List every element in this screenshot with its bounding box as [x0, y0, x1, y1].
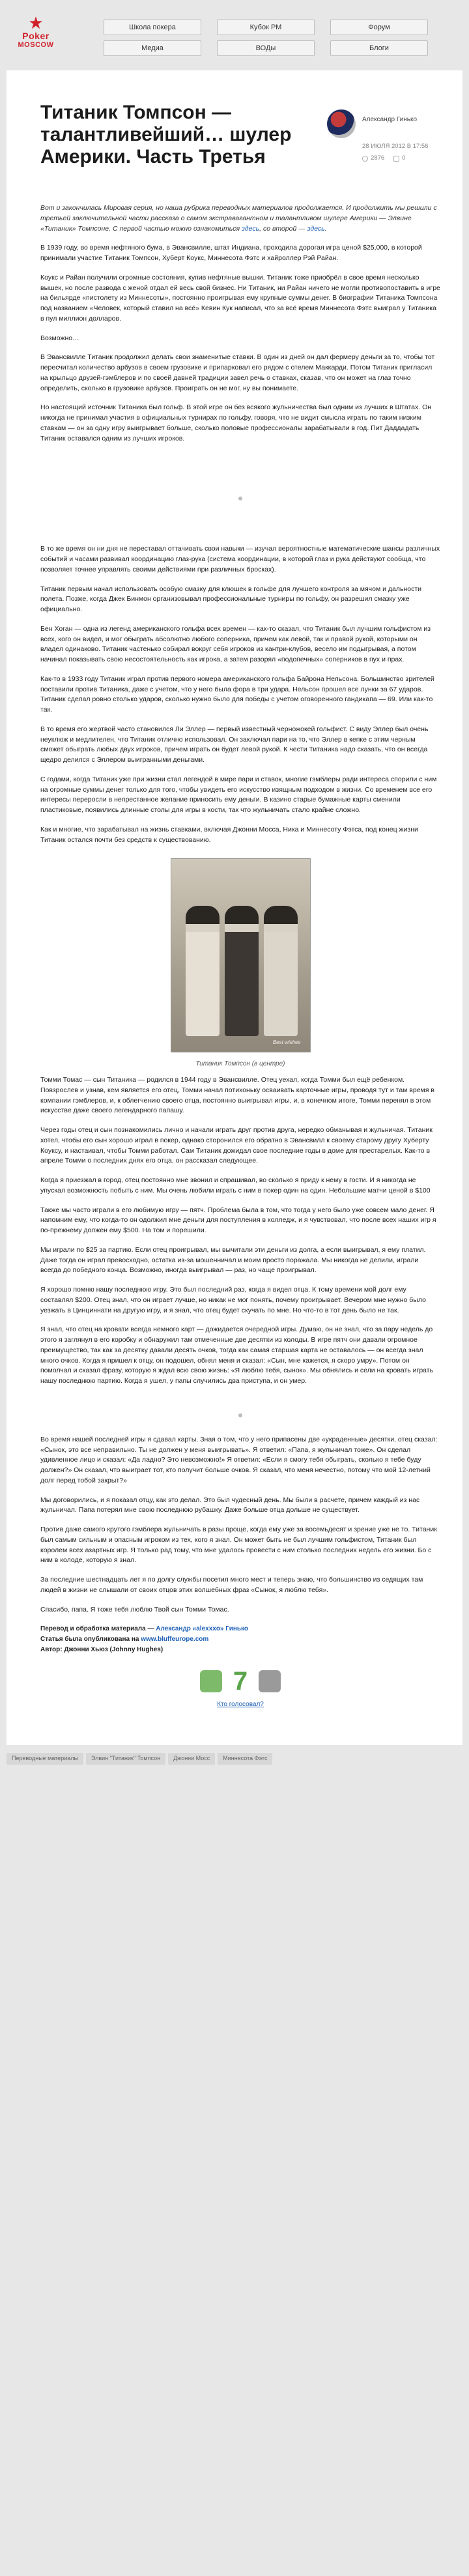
tag-item[interactable]: Джонни Мосс: [168, 1753, 215, 1765]
tag-list: [7, 1753, 462, 1791]
credit-author-value: Джонни Хьюз (Johnny Hughes): [64, 1646, 163, 1654]
main-nav: [96, 20, 435, 56]
rating-score: 7: [233, 1667, 248, 1696]
article-meta: [327, 109, 451, 164]
titanic-thompson-photo[interactable]: [171, 858, 311, 1052]
body-paragraph: С годами, когда Титаник уже при жизни стал легендой в мире пари и ставок, многие гэмблеры ради интереса спорили с ним на огромные суммы денег только для того, чтобы увидеть его искусство изящным подходом в жизни. Со временем все его интересы переросли в непрестанное желание приносить ему деньги. В казино старые бумажные карты сменили пластиковые, появились длинные столы для игры в кости, так что жульничать стало крайне сложно.: [40, 775, 437, 814]
tag-item[interactable]: Элвин "Титаник" Томпсон: [86, 1753, 165, 1765]
intro-text-3: .: [324, 224, 327, 233]
article-body-d: [40, 1435, 440, 1615]
body-paragraph: Мы договорились, и я показал отцу, как это делал. Это был чудесный день. Мы были в расчете, причем каждый из нас жульничал. Папа потерял мне свою последнюю рубашку. Даже больше отца дольше не существует.: [40, 1496, 420, 1514]
logo-star-icon: ★: [28, 13, 44, 33]
credit-source: [40, 1634, 440, 1645]
credit-author-label: Автор:: [40, 1646, 64, 1654]
nav-vods[interactable]: ВОДы: [217, 40, 315, 56]
comments-counter[interactable]: [393, 154, 405, 163]
author-name[interactable]: Александр Гинько: [362, 115, 418, 123]
body-paragraph: Мы играли по $25 за партию. Если отец проигрывал, мы вычитали эти деньги из долга, а если выигрывал, я ему платил. Даже тогда он играл превосходно, остатка из-за мошенничал и моим просто поражала. Мы никогда не делили, играли всегда до победного конца. Возможно, иногда выигрывал — раз, но чаще проигрывал.: [40, 1245, 426, 1275]
intro-link-part1[interactable]: здесь: [242, 224, 260, 233]
article-intro: [40, 203, 440, 234]
body-paragraph: Как-то в 1933 году Титаник играл против первого номера американского гольфа Байрона Нельсона. Большинство зрителей поставили против Титаника, даже с учетом, что у него была фора в три удара. Нельсон прошел все лунки за 67 ударов. Титаник сделал ровно столько ударов, сколько нужно было для победы с учетом оговоренного гандикапа — 69. Или как-то так.: [40, 674, 434, 714]
translator-link[interactable]: Александр «alexxxo» Гинько: [156, 1625, 249, 1633]
body-paragraph: Во время нашей последней игры я сдавал карты. Зная о том, что у него припасены две «украденные» десятки, отец сказал: «Сынок, это все неправильно. Ты не должен у меня выигрывать». Я ответил: «Папа, я жульничал тоже». Он сделал удивленное лицо и сказал: «Да ладно? Это невозможно!» Я ответил: «Если я смогу тебя обыграть, сколько я тебе буду должен?» Он сказал, что выиграет тот, кто получит больше очков. Я сказал, что меня нечестно, потому что мой 12-летний долг перед тобой закрыт?»: [40, 1435, 438, 1484]
photo-block: [40, 858, 440, 1069]
intro-link-part2[interactable]: здесь: [307, 224, 325, 233]
logo-word-moscow: MOSCOW: [18, 41, 54, 49]
comments-count: 0: [402, 154, 406, 162]
body-paragraph: В то время его жертвой часто становился Ли Эллер — первый известный черножокей гольфист. С виду Эллер был очень неуклюж и медлителен, что Титаник отлично использовал. Он заключал пари на то, что Эллер в кепке с этим черным сможет обыграть любых двух игроков, причем играть он будет левой рукой. К чести Титаника надо сказать, что он всегда щедро делился с Эллером выигранными деньгами.: [40, 725, 429, 764]
nav-media[interactable]: Медиа: [104, 40, 201, 56]
credit-translation: [40, 1624, 440, 1634]
photo-figure-right: [264, 906, 298, 1036]
credit-translation-label: Перевод и обработка материала —: [40, 1625, 156, 1633]
article-title: Титаник Томпсон — талантливейший… шулер Америки. Часть Третья: [40, 102, 292, 167]
nav-forum[interactable]: Форум: [330, 20, 428, 35]
article-credits: [40, 1624, 440, 1655]
body-paragraph: В Эвансвилле Титаник продолжил делать свои знаменитые ставки. В один из дней он дал фермеру деньги за то, чтобы тот пересчитал количество арбузов в своем грузовике и припарковал его рядом с отелем Маккарди. Потом Титаник пригласил на крыльцо друзей-гэмблеров и по своей давней традиции завел речь о ставках, сказав, что он может на глаз точно определить, сколько в грузовике арбузов. Проиграть он не мог, ну вы понимаете.: [40, 353, 435, 392]
comment-icon: [393, 156, 399, 162]
body-paragraph: Титаник первым начал использовать особую смазку для клюшек в гольфе для лучшего контроля за мячом и дальности полета. Позже, когда Джек Бинмон организовывал профессиональные турниры по гольфу, он разрешил смазку уже официально.: [40, 585, 422, 613]
photo-signature: Best wishes: [272, 1039, 301, 1046]
body-paragraph: Томми Томас — сын Титаника — родился в 1944 году в Эвансвилле. Отец уехал, когда Томми был ещё ребенком. Повзрослев и узнав, кем является его отец, Томми начал потихоньку осваивать карточные игры, проводя тут и там время в компании гэмблеров, и, к облегчению своего отца, постоянно выигрывал игры, и, в конечном итоге, Томми перенял в этом искусстве даже своего легендарного папашу.: [40, 1076, 434, 1115]
body-paragraph: В то же время он ни дня не переставал оттачивать свои навыки — изучал вероятностные математические шансы различных событий и часами развивал координацию глаз-рука (система координации, в которой глаз и рука действуют сообща, что позволяет точнее управлять своими действиями при различных бросках).: [40, 545, 440, 573]
photo-caption: Титаник Томпсон (в центре): [195, 1060, 285, 1067]
site-logo[interactable]: [14, 14, 57, 55]
embedded-media-placeholder: [40, 1396, 440, 1435]
tag-item[interactable]: Миннесота Фэтс: [218, 1753, 272, 1765]
logo-word-poker: Poker: [22, 31, 50, 41]
body-paragraph: Через годы отец и сын познакомились лично и начали играть друг против друга, нередко обманывая и жульничая. Титаник хотел, чтобы его сын хорошо играл в покер, однако сторонился его обратно в Эвансвилл к своему старому другу Хуберту Коуксу, и настаивал, чтобы Томми работал. Сам Титаник дожидал свое последние годы в доме для престарелых. Как-то в апреле Томми о последних днях его отца, он рассказал следующее.: [40, 1126, 433, 1165]
intro-text-1: Вот и закончилась Мировая серия, но наша рубрика переводных материалов продолжается. И продолжить мы решили с третьей заключительной части рассказа о самом экстравагантном и талантливом шулере Америки — Элвине «Титаник» Томпсоне. С первой частью можно ознакомиться: [40, 204, 437, 233]
body-paragraph: Я хорошо помню нашу последнюю игру. Это был последний раз, когда я видел отца. К тому времени мой долг ему составлял $200. Отец знал, что он играет лучше, но никак не мог понять, почему проигрывает. Вечером мне нужно было уезжать в Цинциннати на другую игру, и я знал, что отец будет скучать по мне. Но что-то в тот день было не так.: [40, 1286, 426, 1314]
views-count: 2876: [371, 154, 385, 162]
publish-date: 28 ИЮЛЯ 2012 В 17:56: [362, 143, 429, 150]
loading-dot-icon: [238, 497, 242, 500]
body-paragraph: Также мы часто играли в его любимую игру — пятч. Проблема была в том, что тогда у него было уже совсем мало денег. Я напомним ему, что когда-то он одолжил мне деньги для поступления в колледж, и я чувствовал, что после всех наших игр я по-прежнему должен ему $500. На том и порешили.: [40, 1206, 436, 1234]
loading-dot-icon: [238, 1413, 242, 1417]
embedded-media-placeholder: [40, 453, 440, 544]
nav-rm-cup[interactable]: Кубок РМ: [217, 20, 315, 35]
body-paragraph: В 1939 году, во время нефтяного бума, в Эвансвилле, штат Индиана, проходила дорогая игра ценой $25,000, в которой принимали участие Титаник Томпсон, Хуберт Коукс, Миннесота Фэтс и хайроллер Рэй Райан.: [40, 244, 422, 262]
body-paragraph: Коукс и Райан получили огромные состояния, купив нефтяные вышки. Титаник тоже приобрёл в свое время несколько вышек, но после развода с женой отдал ей весь свой бизнес. Ни Титаник, ни Райан ничего не могли противопоставить в игре на бильярде «пистолету из Миннесоты», постоянно проигрывая ему крупные суммы денег. В биографии Титаника Томпсона под названием «Человек, который ставил на всё» Кевин Кук написал, что за всё время Миннесота Фэтс выиграл у Титаника в пул миллион долларов.: [40, 273, 440, 323]
body-paragraph: Но настоящий источник Титаника был гольф. В этой игре он без всякого жульничества был одним из лучших в Штатах. Он никогда не принимал участия в официальных турнирах по гольфу, говоря, что не видит смысла играть по таким низким ставкам — он за одну игру выигрывает больше, сколько половые профессионалы зарабатывали в год. Пит Даддадать Титаник оставался одним из лучших игроков.: [40, 403, 432, 442]
author-avatar[interactable]: [327, 109, 356, 138]
eye-icon: [362, 156, 368, 162]
credit-source-label: Статья была опубликована на: [40, 1636, 141, 1643]
body-paragraph: За последние шестнадцать лет я по долгу службы посетил много мест и теперь знаю, что большинство из седящих там людей в жизни не слышали от своих отцов этих волшебных фраз «Сынок, я люблю тебя».: [40, 1576, 423, 1594]
photo-figure-left: [186, 906, 220, 1036]
thumbs-down-icon[interactable]: [259, 1670, 281, 1692]
body-paragraph: Бен Хоган — одна из легенд американского гольфа всех времен — как-то сказал, что Титаник был лучшим гольфистом из всех, кого он видел, и мог обыграть абсолютно любого соперника, причем как левой, так и правой рукой, которыми он владел одинаково. Титаник частенько собирал вокруг себя игроков из кантри-клубов, весело им подыгрывая, а потом начинал показывать свою несостоятельность как игрока, а затем разорял «подопечных» соперников в пух и прах.: [40, 624, 431, 663]
body-paragraph: Против даже самого крутого гэмблера жульничать в разы проще, когда ему уже за восемьдесят и зрение уже не то. Титаник был самым сильным и опасным игроком из тех, кого я знал. Он может быть не был лучшим гольфистом, Титаник был королем всех азартных игр. Я только рад тому, что мне удалось провести с ним столько последних недель его жизни. Бо с ним в колоде, которую я знал.: [40, 1526, 437, 1565]
article-card: [7, 70, 462, 1745]
body-paragraph: Спасибо, папа. Я тоже тебя люблю Твой сын Томми Томас.: [40, 1605, 229, 1614]
nav-poker-school[interactable]: Школа покера: [104, 20, 201, 35]
credit-author: [40, 1645, 440, 1655]
article-body-a: [40, 243, 440, 444]
body-paragraph: Я знал, что отец на кровати всегда немного карт — дожидается очередной игры. Думаю, он не знал, что за пару недель до этого я заглянул в его коробку и обнаружил там отмеченные две десятки из колоды. В игре пятч они давали огромное преимущество, так как за десятку давали десять очков, тогда как самая старшая карта не оставалось — он всегда знал много очков. Когда я пришел к отцу, он подошел, обнял меня и сказал: «Сын, мне кажется, я скоро умру». Потом он помолчал и сказал фразу, которую я ждал всю свою жизнь: «Я люблю тебя, сынок». Мы обнялись и сели на кровать играть нашу последнюю партию. Когда я ушел, у папы случились два приступа, и он умер.: [40, 1325, 434, 1385]
body-paragraph: Как и многие, что зарабатывал на жизнь ставками, включая Джонни Мосса, Ника и Миннесоту Фэтса, под конец жизни Титаник остался почти без средств к существованию.: [40, 825, 418, 844]
body-paragraph: Когда я приезжал в город, отец постоянно мне звонил и спрашивал, во сколько я приду к нему в гости. И я никогда не упускал возможность побыть с ним. Мы очень любили играть с ним в покер один на один. Небольшие матчи ценой в $100: [40, 1176, 431, 1194]
nav-blogs[interactable]: Блоги: [330, 40, 428, 56]
voters-link[interactable]: Кто голосовал?: [217, 1701, 264, 1709]
intro-text-2: , со второй —: [259, 224, 307, 233]
source-site-link[interactable]: www.bluffeurope.com: [141, 1636, 209, 1643]
site-header: [0, 0, 469, 70]
article-body-c: [40, 1075, 440, 1387]
views-counter: [362, 154, 384, 163]
tag-item[interactable]: Переводные материалы: [7, 1753, 83, 1765]
article-body-b: [40, 544, 440, 845]
rating-widget: [40, 1667, 440, 1726]
photo-figure-center: [225, 906, 259, 1036]
thumbs-up-icon[interactable]: [200, 1670, 222, 1692]
article-stats: [362, 154, 451, 163]
body-paragraph: Возможно…: [40, 334, 79, 342]
